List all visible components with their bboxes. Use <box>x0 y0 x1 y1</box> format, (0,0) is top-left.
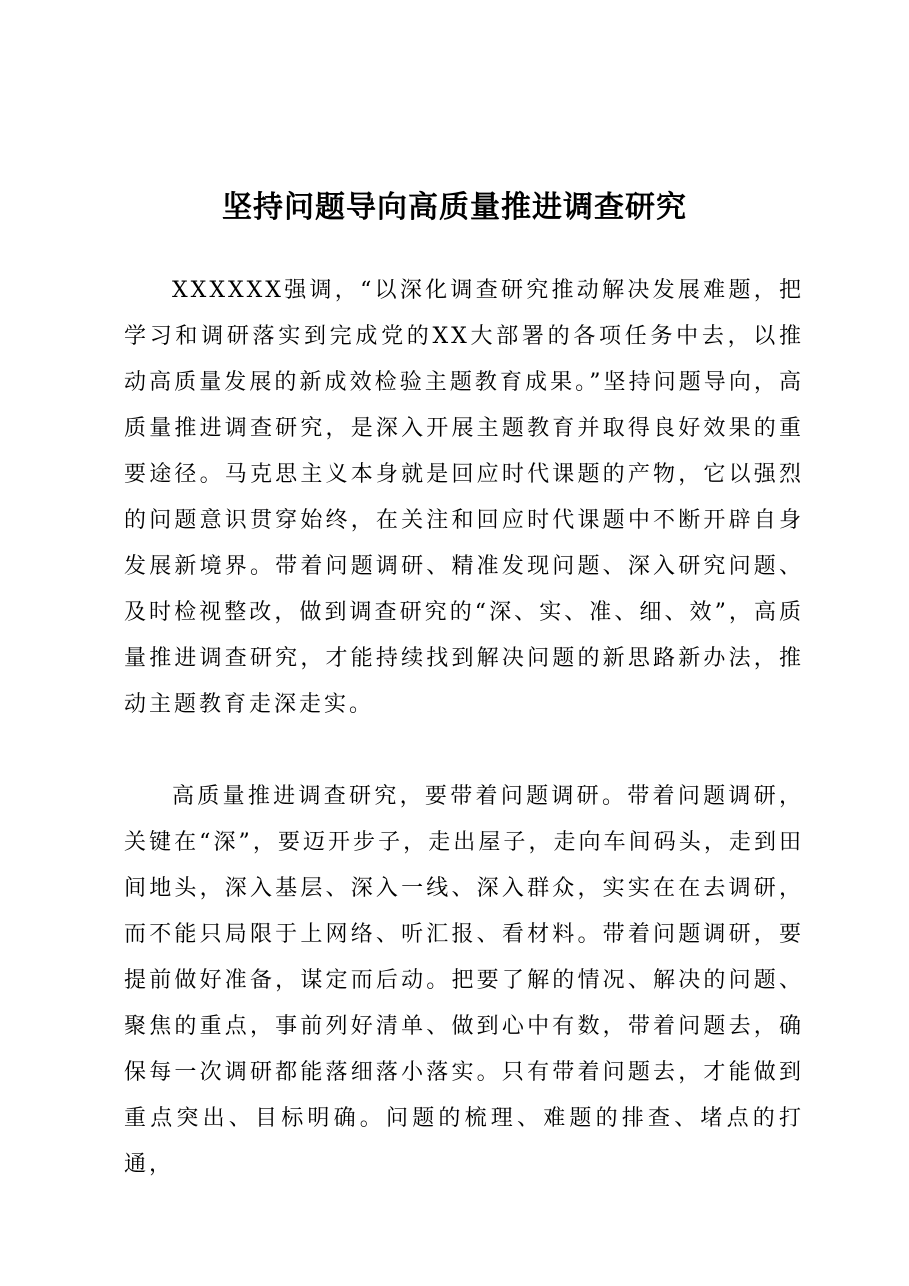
paragraph-2: 高质量推进调查研究，要带着问题调研。带着问题调研，关键在“深”，要迈开步子，走出屋子，走向车间码头，走到田间地头，深入基层、深入一线、深入群众，实实在在去调研，而不能只局限于上网络、听汇报、看材料。带着问题调研，要提前做好准备，谋定而后动。把要了解的情况、解决的问题、聚焦的重点，事前列好清单、做到心中有数，带着问题去，确保每一次调研都能落细落小落实。只有带着问题去，才能做到重点突出、目标明确。问题的梳理、难题的排查、堵点的打通， <box>124 784 804 1177</box>
paragraph-1: XXXXXX强调，“以深化调查研究推动解决发展难题，把学习和调研落实到完成党的XX大部署的各项任务中去，以推动高质量发展的新成效检验主题教育成果。”坚持问题导向，高质量推进调查研究，是深入开展主题教育并取得良好效果的重要途径。马克思主义本身就是回应时代课题的产物，它以强烈的问题意识贯穿始终，在关注和回应时代课题中不断开辟自身发展新境界。带着问题调研、精准发现问题、深入研究问题、及时检视整改，做到调查研究的“深、实、准、细、效”，高质量推进调查研究，才能持续找到解决问题的新思路新办法，推动主题教育走深走实。 <box>124 278 804 717</box>
document-title: 坚持问题导向高质量推进调查研究 <box>222 190 687 225</box>
